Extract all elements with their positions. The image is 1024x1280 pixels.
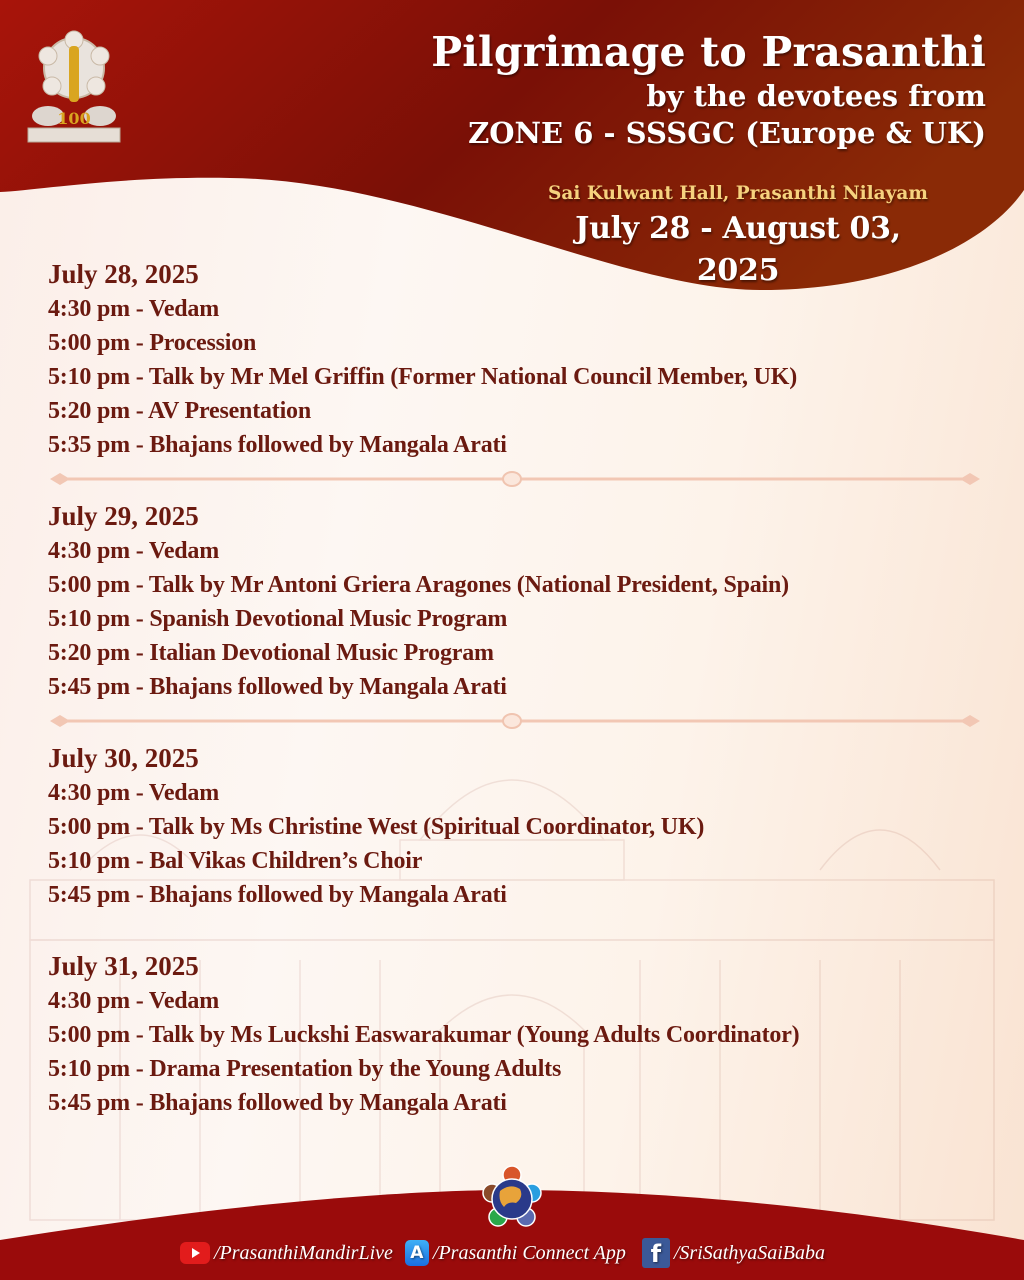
subtitle-zone: ZONE 6 - SSSGC (Europe & UK)	[468, 116, 986, 150]
app-link[interactable]	[405, 1240, 626, 1266]
day-section	[48, 948, 988, 1120]
schedule-item: 5:20 pm - Italian Devotional Music Program	[48, 640, 494, 666]
schedule-item: 5:45 pm - Bhajans followed by Mangala Arati	[48, 1090, 507, 1116]
schedule-item: 5:10 pm - Talk by Mr Mel Griffin (Former National Council Member, UK)	[48, 364, 798, 390]
app-link-label: /Prasanthi Connect App	[432, 1241, 626, 1264]
day-date: July 28, 2025	[48, 259, 199, 289]
app-store-icon: A	[405, 1240, 429, 1266]
svg-text:100: 100	[57, 109, 91, 128]
schedule-item: 5:10 pm - Bal Vikas Children’s Choir	[48, 848, 423, 874]
facebook-link-label: /SriSathyaSaiBaba	[673, 1241, 825, 1264]
schedule-item: 5:10 pm - Spanish Devotional Music Program	[48, 606, 508, 632]
schedule-item: 5:00 pm - Talk by Ms Christine West (Spiritual Coordinator, UK)	[48, 814, 705, 840]
schedule-item: 5:00 pm - Procession	[48, 330, 257, 356]
schedule-item: 5:35 pm - Bhajans followed by Mangala Arati	[48, 432, 507, 458]
schedule-item: 4:30 pm - Vedam	[48, 538, 220, 564]
page-title: Pilgrimage to Prasanthi	[431, 28, 986, 76]
youtube-link[interactable]	[180, 1242, 393, 1265]
subtitle-devotees: by the devotees from	[646, 79, 986, 113]
schedule-item: 4:30 pm - Vedam	[48, 780, 220, 806]
schedule-item: 5:10 pm - Drama Presentation by the Young Adults	[48, 1056, 562, 1082]
schedule-item: 4:30 pm - Vedam	[48, 988, 220, 1014]
schedule-item: 5:20 pm - AV Presentation	[48, 398, 312, 424]
venue-text: Sai Kulwant Hall, Prasanthi Nilayam	[548, 183, 928, 204]
schedule-item: 5:45 pm - Bhajans followed by Mangala Arati	[48, 674, 507, 700]
footer-social-links	[180, 1238, 825, 1268]
facebook-icon: f	[642, 1238, 670, 1268]
schedule-item: 5:00 pm - Talk by Mr Antoni Griera Aragones (National President, Spain)	[48, 572, 789, 598]
day-section	[48, 256, 988, 462]
header-titles	[431, 26, 986, 152]
ornamental-divider	[50, 713, 980, 729]
sssgc-globe-emblem-icon	[480, 1165, 544, 1231]
schedule-item: 5:45 pm - Bhajans followed by Mangala Arati	[48, 882, 507, 908]
day-section	[48, 740, 988, 912]
day-section	[48, 498, 988, 704]
schedule-item: 5:00 pm - Talk by Ms Luckshi Easwarakumar (Young Adults Coordinator)	[48, 1022, 800, 1048]
facebook-link[interactable]	[638, 1238, 825, 1268]
day-date: July 29, 2025	[48, 501, 199, 531]
centenary-emblem-icon	[24, 28, 124, 146]
day-date: July 31, 2025	[48, 951, 199, 981]
ornamental-divider	[50, 471, 980, 487]
day-date: July 30, 2025	[48, 743, 199, 773]
youtube-icon	[180, 1242, 210, 1264]
date-range: July 28 - August 03, 2025	[575, 211, 901, 288]
schedule	[48, 256, 988, 1120]
youtube-link-label: /PrasanthiMandirLive	[214, 1241, 393, 1264]
schedule-item: 4:30 pm - Vedam	[48, 296, 220, 322]
